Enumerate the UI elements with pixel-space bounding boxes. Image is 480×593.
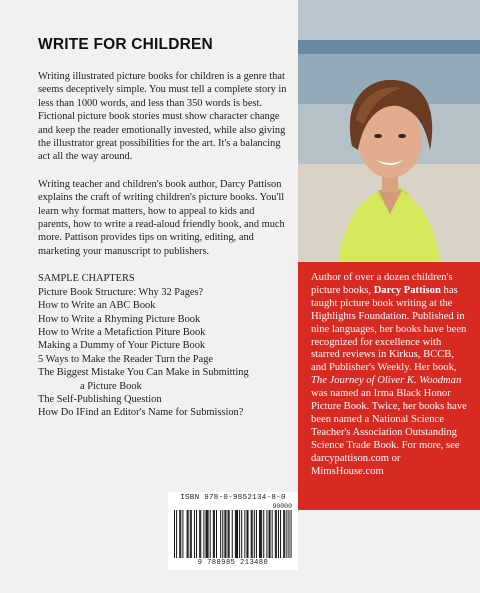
author-photo [298, 0, 480, 262]
barcode-bar [224, 510, 225, 558]
barcode-bar [288, 510, 289, 558]
author-bio-panel [298, 262, 480, 510]
barcode-bar [291, 510, 292, 558]
chapter-item: How to Write a Rhyming Picture Book [38, 313, 201, 325]
author-portrait-illustration [298, 0, 480, 262]
barcode-bar [232, 510, 233, 558]
barcode-bar [200, 510, 201, 558]
barcode-bar [272, 510, 273, 558]
barcode-bar [199, 510, 200, 558]
barcode-bar [220, 510, 221, 558]
sample-chapters-heading: SAMPLE CHAPTERS [38, 273, 135, 285]
barcode-bar [190, 510, 191, 558]
chapter-item: Making a Dummy of Your Picture Book [38, 340, 206, 352]
barcode-bar [256, 510, 257, 558]
barcode-bar [187, 510, 188, 558]
barcode-bar [241, 510, 242, 558]
back-cover-text [38, 36, 288, 420]
barcode-bar [269, 510, 270, 558]
isbn-label: ISBN 978-0-9852134-8-0 [180, 494, 286, 502]
barcode-bar [254, 510, 255, 558]
chapter-item: How to Write an ABC Book [38, 300, 156, 312]
barcode-bar [196, 510, 197, 558]
barcode-bar [237, 510, 238, 558]
featured-book-title: The Journey of Oliver K. Woodman [311, 375, 462, 387]
barcode-bar [248, 510, 249, 558]
barcode-bar [252, 510, 253, 558]
barcode-bar [280, 510, 281, 558]
description-paragraph-1: Writing illustrated picture books for children is a genre that seems deceptively simple. You must tell a complete story in less than 1000 words, and less than 350 words is best. Fictional picture book stories must show character change and keep the reader emotionally invested, while also giving the illustrator great possibilities for the art. It's a balancing act all the way around. [38, 71, 287, 163]
barcode-bar [244, 510, 245, 558]
barcode-bar [214, 510, 215, 558]
barcode-bar [210, 510, 211, 558]
barcode-bar [259, 510, 260, 558]
chapter-item: Picture Book Structure: Why 32 Pages? [38, 286, 204, 298]
bio-middle: has taught picture book writing at the Highlights Foundation. Published in nine languages, her books have been recognized for excellence with starred reviews in Kirkus, BCCB, and Publisher's Weekly. Her book, [311, 284, 467, 374]
chapter-item-continuation: a Picture Book [80, 380, 142, 392]
isbn-barcode [168, 492, 298, 570]
barcode-bar [206, 510, 207, 558]
barcode-bar [260, 510, 261, 558]
book-title: WRITE FOR CHILDREN [38, 36, 213, 53]
chapter-item: How Do IFind an Editor's Name for Submission? [38, 407, 244, 419]
barcode-bar [208, 510, 209, 558]
barcode-bar [182, 510, 183, 558]
barcode-bar [194, 510, 195, 558]
barcode-bar [203, 510, 204, 558]
barcode-bar [222, 510, 223, 558]
barcode-bar [270, 510, 271, 558]
barcode-bar [276, 510, 277, 558]
description-paragraph-2: Writing teacher and children's book author, Darcy Pattison explains the craft of writing children's picture books. You'll learn why format matters, how to appeal to kids and parents, how to write a read-aloud friendly book, and much more. Pattison provides tips on writing, editing, and marketing your manuscript to publishers. [38, 178, 285, 257]
chapter-item [38, 366, 288, 393]
barcode-bar [174, 510, 175, 558]
barcode-bar [228, 510, 229, 558]
barcode-bar [191, 510, 192, 558]
barcode-bar [263, 510, 264, 558]
chapter-item-line: The Biggest Mistake You Can Make in Submitting [38, 367, 249, 379]
barcode-bar [284, 510, 285, 558]
chapter-item: The Self-Publishing Question [38, 393, 162, 405]
barcode-bar [213, 510, 214, 558]
barcode-bar [283, 510, 284, 558]
barcode-bar [188, 510, 189, 558]
barcode-bar [275, 510, 276, 558]
barcode-bar [246, 510, 247, 558]
barcode-bar [179, 510, 180, 558]
barcode-bar [286, 510, 287, 558]
barcode-bar [266, 510, 267, 558]
barcode-bar [180, 510, 181, 558]
bio-end: was named an Irma Black Honor Picture Book. Twice, her books have been named a National Science Teacher's Association Outstanding Science Trade Book. For more, see darcypattison.com or MimsHouse.com [311, 388, 467, 477]
barcode-bar [251, 510, 252, 558]
chapter-list [38, 286, 288, 420]
chapter-item: 5 Ways to Make the Reader Turn the Page [38, 353, 214, 365]
barcode-bar [225, 510, 226, 558]
barcode-bar [216, 510, 217, 558]
barcode-bar [278, 510, 279, 558]
author-name: Darcy Pattison [373, 284, 441, 296]
barcode-bar [207, 510, 208, 558]
barcode-bar [239, 510, 240, 558]
bio-intro: Author of over a dozen children's picture books, [311, 272, 453, 296]
barcode-bar [176, 510, 177, 558]
chapter-item: How to Write a Metafiction Piture Book [38, 326, 206, 338]
author-bio [311, 272, 468, 479]
barcode-bar [261, 510, 262, 558]
barcode-number: 9 780985 213480 [197, 559, 269, 567]
barcode-bar [236, 510, 237, 558]
price-code: 90000 [272, 503, 292, 510]
barcode-bars [174, 510, 292, 558]
barcode-bar [235, 510, 236, 558]
barcode-bar [229, 510, 230, 558]
